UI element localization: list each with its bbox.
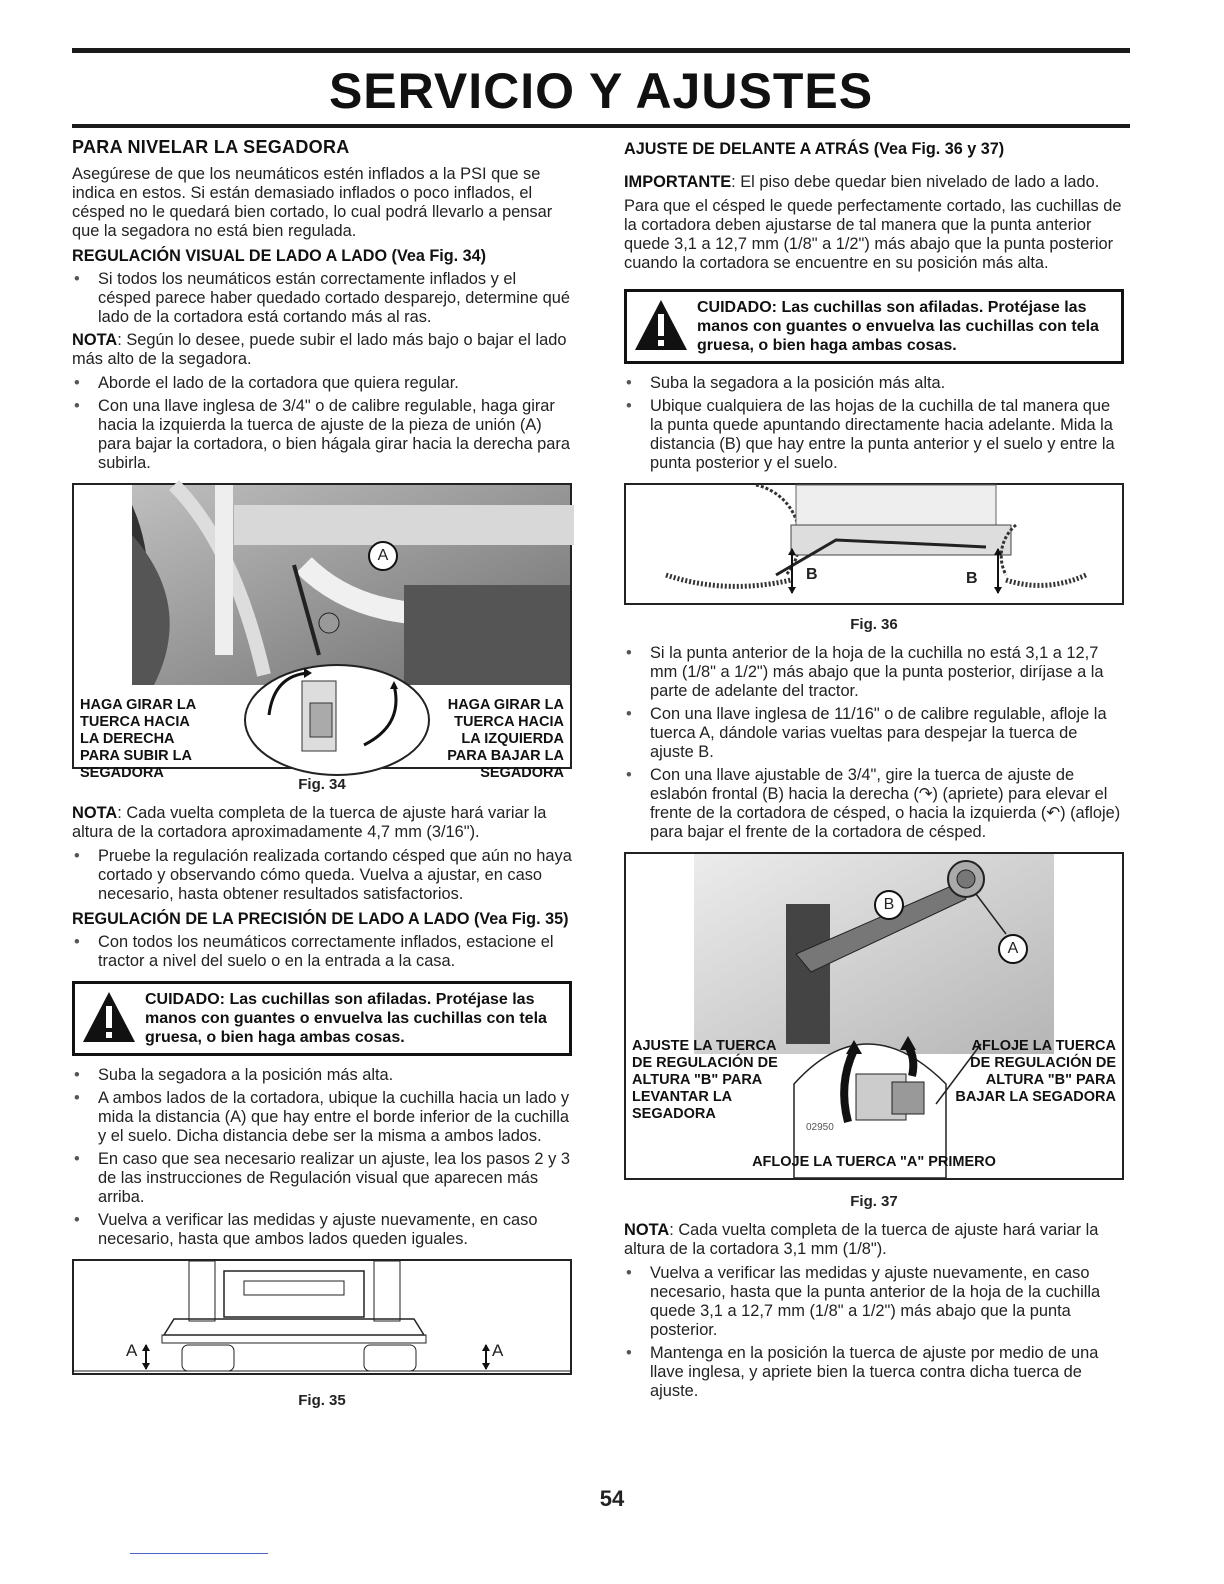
figure-37-caption: Fig. 37 [850,1193,898,1210]
figure-37-label-right: AFLOJE LA TUERCA DE REGULACIÓN DE ALTURA "B" PARA BAJAR LA SEGADORA [955,1038,1116,1105]
figure-35-marker-right: A [492,1341,504,1360]
list-item: • Ubique cualquiera de las hojas de la cuchilla de tal manera que la punta quede apuntando directamente hacia adelante. Mida la distancia (B) que hay entre la punta anterior y el suelo y entre la punta posterior y el suelo. [624,397,1124,473]
list-item: • Si todos los neumáticos están correctamente inflados y el césped parece haber quedado cortado desparejo, determine qué lado de la cortadora está cortando más al ras. [72,270,572,327]
figure-36-illustration [626,485,1122,603]
note-paragraph [624,1221,1124,1259]
bullet-list [72,374,572,473]
caution-box [72,981,572,1056]
note-text: : Cada vuelta completa de la tuerca de ajuste hará variar la altura de la cortadora 3,1 mm (1/8"). [624,1221,1099,1258]
figure-36-caption: Fig. 36 [850,616,898,633]
warning-icon [633,298,689,352]
bottom-divider [130,1553,268,1554]
intro-paragraph: Asegúrese de que los neumáticos estén inflados a la PSI que se indica en estos. Si están demasiado inflados o poco inflados, el césped no le quedará bien cortado, lo cual podrá llevarlo a pensar que la segadora no está bien regulada. [72,165,553,240]
list-item: • Suba la segadora a la posición más alta. [72,1066,572,1085]
right-column [624,138,1124,1405]
list-item: • Pruebe la regulación realizada cortando césped que aún no haya cortado y observando cómo queda. Vuelva a ajustar, en caso necesario, hasta obtener resultados satisfactorios. [72,847,572,904]
caution-box [624,289,1124,364]
list-item: • Vuelva a verificar las medidas y ajuste nuevamente, en caso necesario, hasta que ambos lados queden iguales. [72,1211,572,1249]
figure-37-marker-a: A [998,934,1028,964]
figure-37-code: 02950 [806,1122,834,1133]
importante-label: IMPORTANTE [624,173,732,191]
figure-37-marker-b: B [874,890,904,920]
section-heading-delante-atras: AJUSTE DE DELANTE A ATRÁS (Vea Fig. 36 y 37) [624,140,1005,158]
caution-text: CUIDADO: Las cuchillas son afiladas. Protéjase las manos con guantes o envuelva las cuchillas con tela gruesa, o bien haga ambas cosas. [145,991,547,1046]
note-text: : Según lo desee, puede subir el lado más bajo o bajar el lado más alto de la segadora. [72,331,567,368]
figure-34 [72,483,572,781]
figure-36-marker-left: B [806,566,818,583]
note-paragraph [72,804,572,842]
figure-36 [624,483,1124,605]
importante-text: : El piso debe quedar bien nivelado de lado a lado. [731,173,1100,191]
left-column [72,138,572,1420]
bullet-list [72,933,572,971]
subheading-precision: REGULACIÓN DE LA PRECISIÓN DE LADO A LADO (Vea Fig. 35) [72,910,569,928]
body-paragraph: Para que el césped le quede perfectamente cortado, las cuchillas de la cortadora deben ajustarse de tal manera que la punta anterior quede 3,1 a 12,7 mm (1/8" a 1/2") más abajo que la punta posterior cuando la cortadora se encuentre en su posición más alta. [624,197,1122,272]
bullet-list [624,1264,1124,1401]
list-item: • Suba la segadora a la posición más alta. [624,374,1124,393]
list-item: • Si la punta anterior de la hoja de la cuchilla no está 3,1 a 12,7 mm (1/8" a 1/2") más abajo que la punta posterior, diríjase a la parte de adelante del tractor. [624,644,1124,701]
figure-37-label-left: AJUSTE LA TUERCA DE REGULACIÓN DE ALTURA "B" PARA LEVANTAR LA SEGADORA [632,1038,778,1122]
note-label: NOTA [624,1221,670,1239]
warning-icon [81,990,137,1044]
list-item: • Vuelva a verificar las medidas y ajuste nuevamente, en caso necesario, hasta que la punta anterior de la hoja de la cuchilla quede 3,1 a 12,7 mm (1/8" a 1/2") más abajo que la punta posterior. [624,1264,1124,1340]
figure-36-marker-right: B [966,570,978,587]
page-title: SERVICIO Y AJUSTES [328,63,874,119]
note-text: : Cada vuelta completa de la tuerca de ajuste hará variar la altura de la cortadora aproximadamente 4,7 mm (3/16"). [72,804,547,841]
section-heading-nivelar: PARA NIVELAR LA SEGADORA [72,137,350,157]
list-item: • Con todos los neumáticos correctamente inflados, estacione el tractor a nivel del suelo o en la entrada a la casa. [72,933,572,971]
importante-paragraph [624,173,1124,192]
list-item: • En caso que sea necesario realizar un ajuste, lea los pasos 2 y 3 de las instrucciones de Regulación visual que aparecen más arriba. [72,1150,572,1207]
bullet-list [72,270,572,327]
bullet-list [624,374,1124,473]
list-item: • Con una llave ajustable de 3/4", gire la tuerca de ajuste de eslabón frontal (B) hacia la derecha (↷) (apriete) para elevar el frente de la cortadora de césped, o hacia la izquierda (↶) (afloje) para bajar el frente de la cortadora de césped. [624,766,1124,842]
list-item: • Con una llave inglesa de 11/16" o de calibre regulable, afloje la tuerca A, dándole varias vueltas para despejar la tuerca de ajuste B. [624,705,1124,762]
figure-37 [624,852,1124,1180]
bullet-list [624,644,1124,842]
top-rule [72,48,1130,53]
note-paragraph [72,331,572,369]
figure-34-marker-a: A [368,541,398,571]
list-item: • Con una llave inglesa de 3/4" o de calibre regulable, haga girar hacia la izquierda la tuerca de ajuste de la pieza de unión (A) para bajar la cortadora, o bien hágala girar hacia la derecha para subirla. [72,397,572,473]
note-label: NOTA [72,331,118,349]
list-item: • A ambos lados de la cortadora, ubique la cuchilla hacia un lado y mida la distancia (A) que hay entre el borde inferior de la cuchilla y el suelo. Dicha distancia debe ser la misma a ambos lados. [72,1089,572,1146]
figure-34-label-left: HAGA GIRAR LA TUERCA HACIA LA DERECHA PARA SUBIR LA SEGADORA [80,697,196,781]
list-item: • Aborde el lado de la cortadora que quiera regular. [72,374,572,393]
figure-34-label-right: HAGA GIRAR LA TUERCA HACIA LA IZQUIERDA PARA BAJAR LA SEGADORA [447,697,564,781]
caution-text: CUIDADO: Las cuchillas son afiladas. Protéjase las manos con guantes o envuelva las cuchillas con tela gruesa, o bien haga ambas cosas. [697,299,1099,354]
title-rule [72,124,1130,128]
page-number: 54 [599,1486,625,1511]
subheading-visual: REGULACIÓN VISUAL DE LADO A LADO (Vea Fig. 34) [72,247,487,265]
figure-35 [72,1259,572,1375]
figure-35-marker-left: A [126,1341,138,1360]
list-item: • Mantenga en la posición la tuerca de ajuste por medio de una llave inglesa, y apriete bien la tuerca contra dicha tuerca de ajuste. [624,1344,1124,1401]
bullet-list [72,847,572,904]
note-label: NOTA [72,804,118,822]
figure-37-label-bottom: AFLOJE LA TUERCA "A" PRIMERO [752,1154,996,1170]
bullet-list [72,1066,572,1249]
figure-35-caption: Fig. 35 [298,1392,346,1409]
figure-34-caption: Fig. 34 [298,776,346,793]
